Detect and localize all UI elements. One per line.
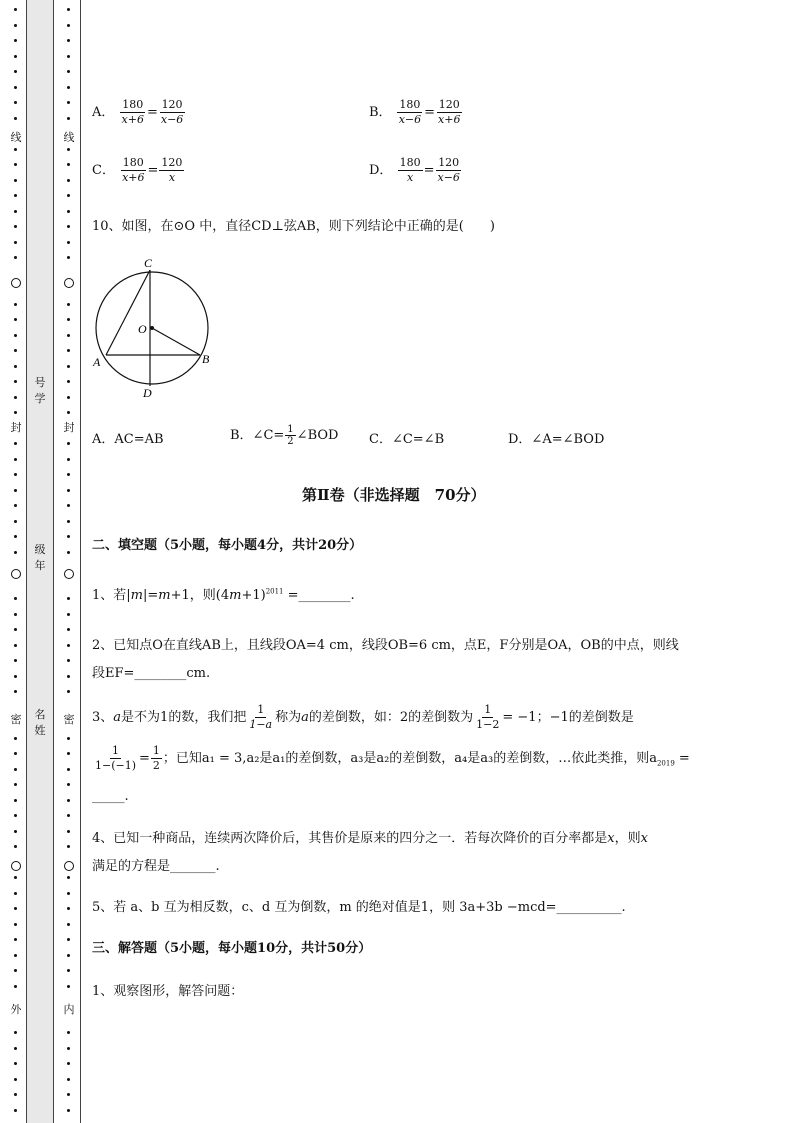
binding-dot (67, 675, 70, 678)
binding-dot (67, 659, 70, 662)
binding-dot (14, 923, 17, 926)
binding-dot (67, 830, 70, 833)
binding-dot (14, 1109, 17, 1112)
binding-dot (14, 8, 17, 11)
binding-dot (67, 8, 70, 11)
q10-option-d: D．∠A=∠BOD (508, 432, 605, 447)
binding-dot (14, 752, 17, 755)
binding-dot (67, 256, 70, 259)
binding-dot (14, 969, 17, 972)
binding-dot (14, 24, 17, 27)
binding-dot (14, 86, 17, 89)
binding-mark: 内 (63, 1003, 75, 1016)
binding-dot (67, 628, 70, 631)
binding-mark: 密 (63, 713, 75, 726)
binding-dot (67, 520, 70, 523)
binding-mark: 密 (10, 713, 22, 726)
fill-heading: 二、填空题（5小题，每小题4分，共计20分） (92, 538, 363, 553)
section-title: 第Ⅱ卷（非选择题 70分） (302, 486, 486, 504)
segment-ob (152, 328, 200, 355)
binding-mark: 线 (63, 131, 75, 144)
fill-q5: 5、若 a、b 互为相反数，c、d 互为倒数，m 的绝对值是1，则 3a+3b −mcd=__________. (92, 900, 626, 915)
fill-q4-line1: 4、已知一种商品，连续两次降价后，其售价是原来的四分之一．若每次降价的百分率都是x，则x (92, 831, 648, 846)
q10-option-b: B．∠C= $\frac{1}{2}$ ∠BOD (230, 424, 339, 447)
binding-dot (67, 380, 70, 383)
binding-dot (67, 752, 70, 755)
circle-figure (88, 252, 218, 400)
segment-ac (106, 270, 150, 355)
binding-dot (67, 70, 70, 73)
binding-dot (14, 39, 17, 42)
binding-dot (14, 504, 17, 507)
binding-dot (67, 690, 70, 693)
binding-dot (14, 597, 17, 600)
binding-dot (67, 334, 70, 337)
binding-dot (14, 644, 17, 647)
binding-dot (14, 690, 17, 693)
binding-dot (14, 334, 17, 337)
binding-dot (67, 1078, 70, 1081)
fraction: $\frac{180}{x+6}$ (121, 98, 144, 126)
binding-dot (67, 349, 70, 352)
binding-mark: 外 (10, 1003, 22, 1016)
binding-dot (67, 644, 70, 647)
fill-q2-line1: 2、已知点O在直线AB上，且线段OA=4 cm，线段OB=6 cm，点E，F分别是OA，OB的中点，则线 (92, 638, 679, 653)
fraction: $\frac{180}{x+6}$ (122, 156, 145, 184)
gutter-label-number: 号 学 (34, 376, 46, 405)
binding-dot (14, 349, 17, 352)
label-a: A (93, 355, 101, 369)
binding-dot (14, 1093, 17, 1096)
binding-dot (14, 241, 17, 244)
label-o: O (138, 322, 147, 336)
binding-dot (14, 954, 17, 957)
binding-dot (14, 101, 17, 104)
binding-dot (67, 86, 70, 89)
binding-dot (14, 256, 17, 259)
binding-dot (67, 845, 70, 848)
fraction: $\frac{1}{1-2}$ (476, 703, 500, 731)
binding-dot (14, 551, 17, 554)
fraction: $\frac{120}{x}$ (161, 156, 183, 184)
fraction-half: $\frac{1}{2}$ (287, 424, 294, 447)
label-b: B (202, 352, 210, 366)
binding-dot (14, 799, 17, 802)
binding-dot (14, 814, 17, 817)
binding-dot (67, 179, 70, 182)
binding-dot (14, 148, 17, 151)
binding-dot (14, 892, 17, 895)
binding-circle (11, 569, 21, 579)
binding-dot (67, 489, 70, 492)
binding-dot (14, 613, 17, 616)
binding-dot (14, 365, 17, 368)
binding-dot (14, 210, 17, 213)
binding-dot (67, 613, 70, 616)
center-point (150, 326, 154, 330)
binding-dot (67, 241, 70, 244)
label-c: C (144, 256, 153, 270)
binding-dot (67, 1062, 70, 1065)
binding-dot (67, 814, 70, 817)
binding-dot (14, 225, 17, 228)
fraction: $\frac{120}{x-6}$ (160, 98, 184, 126)
binding-dot (14, 535, 17, 538)
fill-q4-line2: 满足的方程是_______. (92, 859, 220, 874)
binding-dot (67, 551, 70, 554)
binding-dot (14, 845, 17, 848)
binding-dot (67, 597, 70, 600)
binding-dot (14, 985, 17, 988)
q10-option-c: C．∠C=∠B (369, 432, 445, 447)
label-d: D (143, 386, 152, 400)
fraction: $\frac{120}{x-6}$ (437, 156, 460, 184)
binding-mark: 线 (10, 131, 22, 144)
binding-dot (14, 628, 17, 631)
binding-dot (14, 411, 17, 414)
binding-circle (64, 569, 74, 579)
gutter-label-grade: 级 年 (34, 543, 46, 572)
binding-dot (67, 39, 70, 42)
fraction: $\frac{180}{x-6}$ (398, 98, 422, 126)
binding-dot (14, 303, 17, 306)
binding-dot (67, 55, 70, 58)
binding-dot (14, 907, 17, 910)
binding-dot (67, 1031, 70, 1034)
binding-dot (14, 194, 17, 197)
binding-dot (14, 458, 17, 461)
binding-dot (14, 1031, 17, 1034)
binding-dot (14, 442, 17, 445)
binding-dot (14, 380, 17, 383)
binding-dot (67, 225, 70, 228)
binding-dot (67, 768, 70, 771)
binding-dot (14, 876, 17, 879)
binding-dot (14, 830, 17, 833)
binding-dot (14, 675, 17, 678)
binding-dot (14, 318, 17, 321)
binding-dot (67, 148, 70, 151)
q9-option-c: C． $\frac{180}{x+6}$ = $\frac{120}{x}$ (92, 156, 183, 184)
binding-dot (14, 396, 17, 399)
binding-dot (14, 938, 17, 941)
binding-circle (11, 861, 21, 871)
binding-dot (14, 163, 17, 166)
gutter-label-name: 名 姓 (34, 708, 46, 737)
binding-dot (67, 799, 70, 802)
binding-dot (14, 1078, 17, 1081)
fill-q1: 1、若|m|=m+1，则$(4m+1)^{2011}$ =________. (92, 587, 355, 603)
q9-option-b: B． $\frac{180}{x-6}$ = $\frac{120}{x+6}$ (369, 98, 461, 126)
binding-dot (67, 210, 70, 213)
solve-q1: 1、观察图形，解答问题： (92, 984, 244, 999)
fill-q2-line2: 段EF=________cm. (92, 666, 211, 681)
binding-dot (67, 923, 70, 926)
binding-dot (67, 737, 70, 740)
binding-inner-column (62, 0, 76, 1123)
binding-dot (67, 442, 70, 445)
fill-q3-line2: $\frac{1}{1-(-1)}$ = $\frac{1}{2}$ ；已知a₁ = 3,a₂是a₁的差倒数，a₃是a₂的差倒数，a₄是a₃的差倒数，…依此类推，则$a_{2019}$ = (95, 744, 690, 772)
binding-dot (67, 938, 70, 941)
binding-dot (14, 1047, 17, 1050)
binding-dot (67, 303, 70, 306)
binding-dot (14, 520, 17, 523)
binding-dot (14, 489, 17, 492)
binding-dot (67, 458, 70, 461)
binding-dot (67, 954, 70, 957)
binding-dot (67, 985, 70, 988)
binding-dot (14, 737, 17, 740)
binding-dot (14, 473, 17, 476)
fraction: $\frac{1}{1-a}$ (249, 703, 273, 731)
q9-option-a: A． $\frac{180}{x+6}$ = $\frac{120}{x-6}$ (92, 98, 184, 126)
binding-dot (14, 55, 17, 58)
q10-option-a: A．AC=AB (92, 432, 164, 447)
binding-dot (67, 318, 70, 321)
fraction: $\frac{1}{2}$ (152, 744, 160, 772)
binding-dot (67, 907, 70, 910)
q9-option-d: D． $\frac{180}{x}$ = $\frac{120}{x-6}$ (369, 156, 460, 184)
binding-outer-column (9, 0, 23, 1123)
binding-circle (64, 861, 74, 871)
binding-dot (67, 396, 70, 399)
binding-dot (14, 70, 17, 73)
binding-mark: 封 (10, 421, 22, 434)
binding-dot (14, 117, 17, 120)
binding-dot (67, 892, 70, 895)
binding-dot (67, 783, 70, 786)
fraction: $\frac{1}{1-(-1)}$ (95, 744, 137, 772)
binding-dot (67, 473, 70, 476)
binding-dot (67, 876, 70, 879)
binding-dot (14, 783, 17, 786)
binding-circle (11, 278, 21, 288)
fill-q3-line1: 3、a是不为1的数，我们把 $\frac{1}{1-a}$ 称为a的差倒数，如：2的差倒数为 $\frac{1}{1-2}$ = −1；−1的差倒数是 (92, 703, 634, 731)
binding-dot (67, 1047, 70, 1050)
binding-circle (64, 278, 74, 288)
binding-dot (67, 101, 70, 104)
binding-dot (14, 659, 17, 662)
binding-dot (14, 768, 17, 771)
binding-dot (67, 117, 70, 120)
binding-dot (67, 365, 70, 368)
binding-dot (67, 535, 70, 538)
solve-heading: 三、解答题（5小题，每小题10分，共计50分） (92, 941, 372, 956)
binding-dot (67, 194, 70, 197)
binding-dot (67, 504, 70, 507)
binding-dot (14, 1062, 17, 1065)
binding-dot (67, 969, 70, 972)
fraction: $\frac{180}{x}$ (399, 156, 421, 184)
binding-dot (14, 179, 17, 182)
binding-mark: 封 (63, 421, 75, 434)
binding-dot (67, 1093, 70, 1096)
binding-dot (67, 24, 70, 27)
binding-dot (67, 411, 70, 414)
fill-q3-line3: _____. (92, 789, 129, 804)
binding-rule (80, 0, 81, 1123)
q10-stem: 10、如图，在⊙O 中，直径CD⊥弦AB，则下列结论中正确的是( ) (92, 219, 495, 234)
binding-dot (67, 1109, 70, 1112)
binding-dot (67, 163, 70, 166)
fraction: $\frac{120}{x+6}$ (438, 98, 461, 126)
